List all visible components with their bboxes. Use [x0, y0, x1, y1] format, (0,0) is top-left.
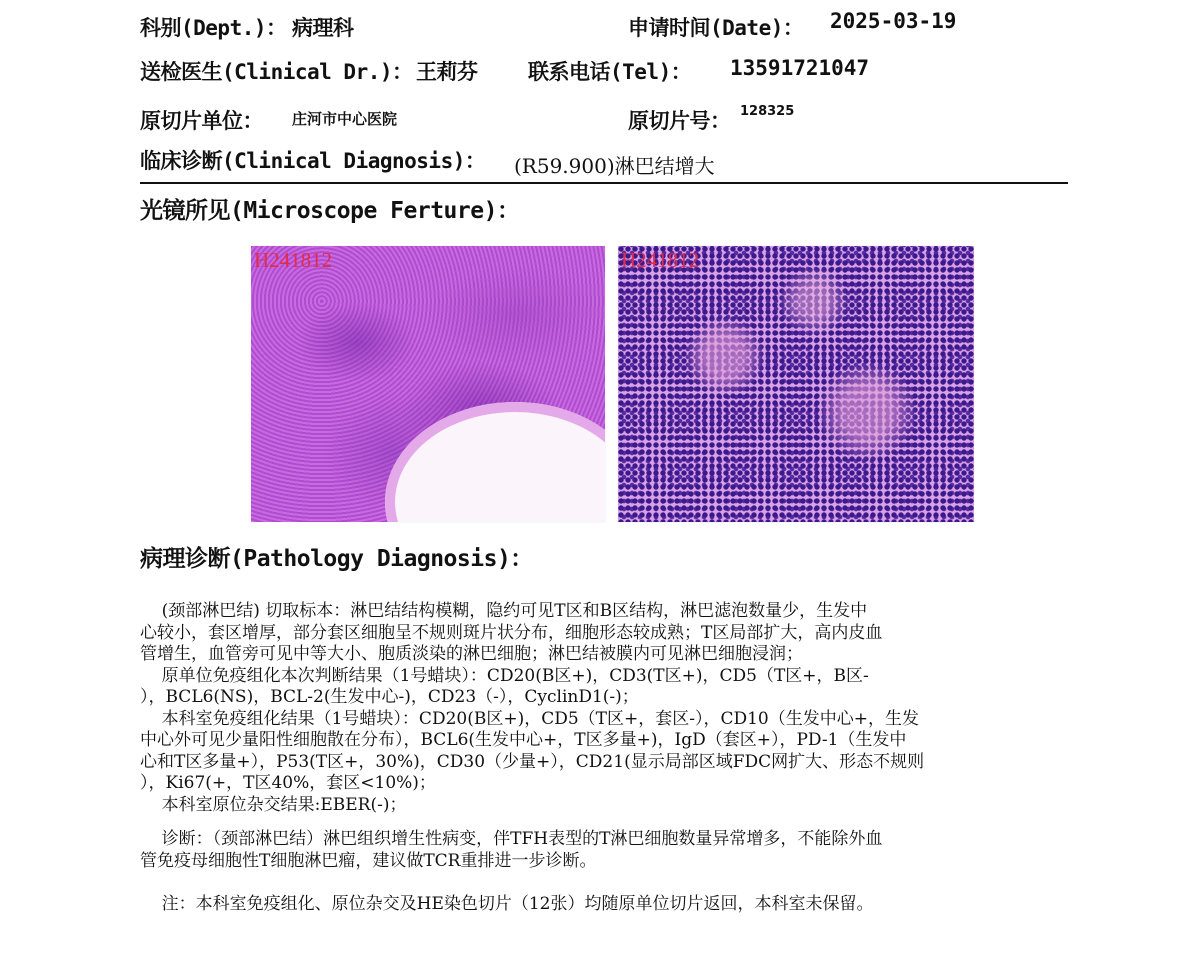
tel-label: 联系电话(Tel)： — [528, 60, 692, 84]
dept-value: 病理科 — [292, 16, 354, 40]
image-label: H241812 — [254, 248, 333, 272]
orig-unit-label: 原切片单位： — [140, 109, 263, 133]
orig-unit-value: 庄河市中心医院 — [292, 110, 398, 128]
pathology-note — [140, 894, 1070, 916]
tel-value: 13591721047 — [730, 56, 870, 80]
microscope-title: 光镜所见(Microscope Ferture)： — [140, 198, 520, 224]
findings-line: 原单位免疫组化本次判断结果（1号蜡块）：CD20(B区+)，CD3(T区+)，CD5（T区+，B区- — [140, 665, 869, 686]
date-label: 申请时间(Date)： — [628, 16, 804, 40]
diagnosis-line: 诊断：（颈部淋巴结）淋巴组织增生性病变，伴TFH表型的T淋巴细胞数量异常增多，不能除外血 — [140, 829, 883, 849]
findings-line: 中心外可见少量阳性细胞散在分布），BCL6(生发中心+，T区多量+)，IgD（套区+），PD-1（生发中 — [140, 730, 907, 750]
microscope-image-high-power — [618, 246, 974, 522]
pathology-diagnosis — [140, 829, 1070, 872]
findings-line: 心和T区多量+），P53(T区+，30%)，CD30（少量+），CD21(显示局部区域FDC网扩大、形态不规则 — [140, 751, 925, 772]
findings-line: 心较小，套区增厚，部分套区细胞呈不规则斑片状分布，细胞形态较成熟；T区局部扩大，高内皮血 — [140, 622, 883, 643]
pathology-findings — [140, 601, 1070, 816]
image-label: H241812 — [621, 248, 700, 272]
microscope-image-low-power — [251, 246, 605, 522]
clinical-dx-value: (R59.900)淋巴结增大 — [514, 154, 715, 178]
doctor-value: 王莉芬 — [416, 60, 478, 84]
capsule-region — [385, 402, 605, 522]
findings-line: ），BCL6(NS)，BCL-2(生发中心-)，CD23（-），CyclinD1(-)； — [140, 687, 639, 707]
doctor-label: 送检医生(Clinical Dr.)： — [140, 60, 413, 84]
diagnosis-line: 管免疫母细胞性T细胞淋巴瘤，建议做TCR重排进一步诊断。 — [140, 850, 597, 871]
header-divider — [140, 182, 1068, 184]
findings-line: (颈部淋巴结) 切取标本：淋巴结结构模糊，隐约可见T区和B区结构，淋巴滤泡数量少，生发中 — [140, 601, 868, 621]
findings-line: ），Ki67(+，T区40%，套区<10%)； — [140, 773, 436, 793]
orig-slide-value: 128325 — [740, 104, 795, 119]
clinical-dx-label: 临床诊断(Clinical Diagnosis)： — [140, 149, 486, 173]
findings-line: 本科室原位杂交结果:EBER(-)； — [140, 794, 407, 815]
dept-label: 科别(Dept.)： — [140, 16, 287, 40]
note-line: 注：本科室免疫组化、原位杂交及HE染色切片（12张）均随原单位切片返回，本科室未保留。 — [140, 894, 874, 914]
orig-slide-label: 原切片号： — [628, 109, 731, 133]
pathology-title: 病理诊断(Pathology Diagnosis)： — [140, 546, 533, 572]
findings-line: 本科室免疫组化结果（1号蜡块）：CD20(B区+)，CD5（T区+，套区-），CD10（生发中心+，生发 — [140, 708, 919, 729]
findings-line: 管增生，血管旁可见中等大小、胞质淡染的淋巴细胞；淋巴结被膜内可见淋巴细胞浸润； — [140, 644, 803, 664]
date-value: 2025-03-19 — [830, 9, 957, 33]
